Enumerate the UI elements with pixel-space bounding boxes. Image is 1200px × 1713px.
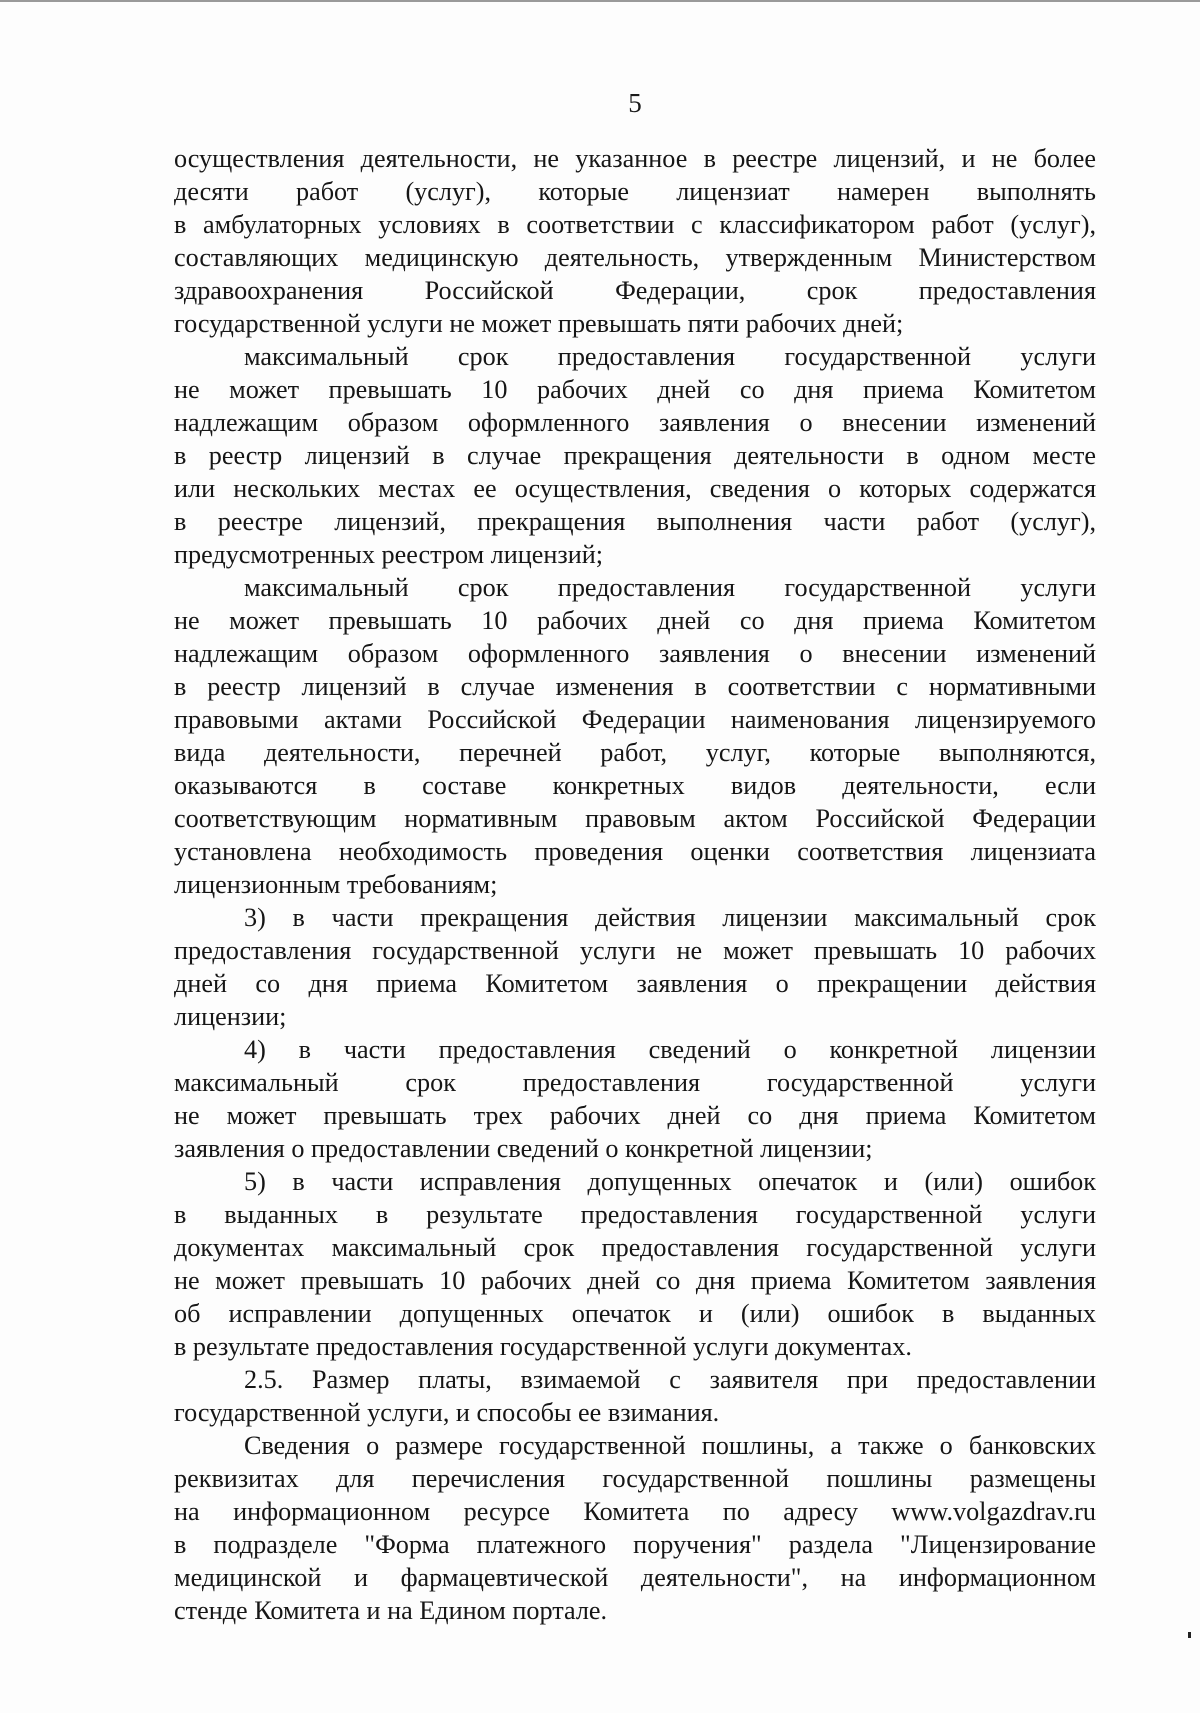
text-line: предусмотренных реестром лицензий; <box>174 540 604 569</box>
text-line: в амбулаторных условиях в соответствии с классификатором работ (услуг), <box>174 210 1096 239</box>
text-line: не может превышать 10 рабочих дней со дня приема Комитетом <box>174 606 1096 635</box>
text-line: надлежащим образом оформленного заявления о внесении изменений <box>174 639 1096 668</box>
text-line: установлена необходимость проведения оценки соответствия лицензиата <box>174 837 1096 866</box>
text-line: составляющих медицинскую деятельность, утвержденным Министерством <box>174 243 1096 272</box>
text-line: в выданных в результате предоставления государственной услуги <box>174 1200 1096 1229</box>
scan-top-edge <box>0 0 1200 2</box>
text-line: стенде Комитета и на Едином портале. <box>174 1596 608 1625</box>
text-line: лицензии; <box>174 1002 287 1031</box>
text-line: 2.5. Размер платы, взимаемой с заявителя при предоставлении <box>244 1365 1096 1394</box>
text-line: реквизитах для перечисления государственной пошлины размещены <box>174 1464 1096 1493</box>
text-line: максимальный срок предоставления государственной услуги <box>244 342 1096 371</box>
text-line: 4) в части предоставления сведений о конкретной лицензии <box>244 1035 1096 1064</box>
text-line: 3) в части прекращения действия лицензии максимальный срок <box>244 903 1096 932</box>
text-line: документах максимальный срок предоставления государственной услуги <box>174 1233 1096 1262</box>
body-text <box>174 142 1096 1627</box>
text-line: здравоохранения Российской Федерации, срок предоставления <box>174 276 1096 305</box>
text-line: вида деятельности, перечней работ, услуг, которые выполняются, <box>174 738 1096 767</box>
text-line: в реестре лицензий, прекращения выполнения части работ (услуг), <box>174 507 1096 536</box>
text-line: максимальный срок предоставления государственной услуги <box>174 1068 1096 1097</box>
text-line: максимальный срок предоставления государственной услуги <box>244 573 1096 602</box>
text-line: государственной услуги, и способы ее взимания. <box>174 1398 720 1427</box>
text-line: не может превышать 10 рабочих дней со дня приема Комитетом <box>174 375 1096 404</box>
text-line: оказываются в составе конкретных видов деятельности, если <box>174 771 1096 800</box>
text-line: Сведения о размере государственной пошлины, а также о банковских <box>244 1431 1096 1460</box>
text-line: об исправлении допущенных опечаток и (или) ошибок в выданных <box>174 1299 1096 1328</box>
text-line: медицинской и фармацевтической деятельности", на информационном <box>174 1563 1096 1592</box>
text-line: 5) в части исправления допущенных опечаток и (или) ошибок <box>244 1167 1096 1196</box>
text-line: на информационном ресурсе Комитета по адресу www.volgazdrav.ru <box>174 1497 1096 1526</box>
text-line: в реестр лицензий в случае изменения в соответствии с нормативными <box>174 672 1096 701</box>
text-line: не может превышать трех рабочих дней со дня приема Комитетом <box>174 1101 1096 1130</box>
text-line: в результате предоставления государственной услуги документах. <box>174 1332 912 1361</box>
text-line: лицензионным требованиям; <box>174 870 498 899</box>
text-line: десяти работ (услуг), которые лицензиат намерен выполнять <box>174 177 1096 206</box>
text-line: в подразделе "Форма платежного поручения" раздела "Лицензирование <box>174 1530 1096 1559</box>
text-line: правовыми актами Российской Федерации наименования лицензируемого <box>174 705 1096 734</box>
text-line: заявления о предоставлении сведений о конкретной лицензии; <box>174 1134 873 1163</box>
text-line: соответствующим нормативным правовым актом Российской Федерации <box>174 804 1096 833</box>
text-line: надлежащим образом оформленного заявления о внесении изменений <box>174 408 1096 437</box>
text-line: дней со дня приема Комитетом заявления о прекращении действия <box>174 969 1096 998</box>
text-line: не может превышать 10 рабочих дней со дня приема Комитетом заявления <box>174 1266 1096 1295</box>
margin-mark <box>1188 1632 1191 1638</box>
text-line: в реестр лицензий в случае прекращения деятельности в одном месте <box>174 441 1096 470</box>
text-line: осуществления деятельности, не указанное в реестре лицензий, и не более <box>174 144 1096 173</box>
text-line: или нескольких местах ее осуществления, сведения о которых содержатся <box>174 474 1096 503</box>
page-number: 5 <box>628 88 642 118</box>
text-line: государственной услуги не может превышать пяти рабочих дней; <box>174 309 904 338</box>
text-line: предоставления государственной услуги не может превышать 10 рабочих <box>174 936 1096 965</box>
